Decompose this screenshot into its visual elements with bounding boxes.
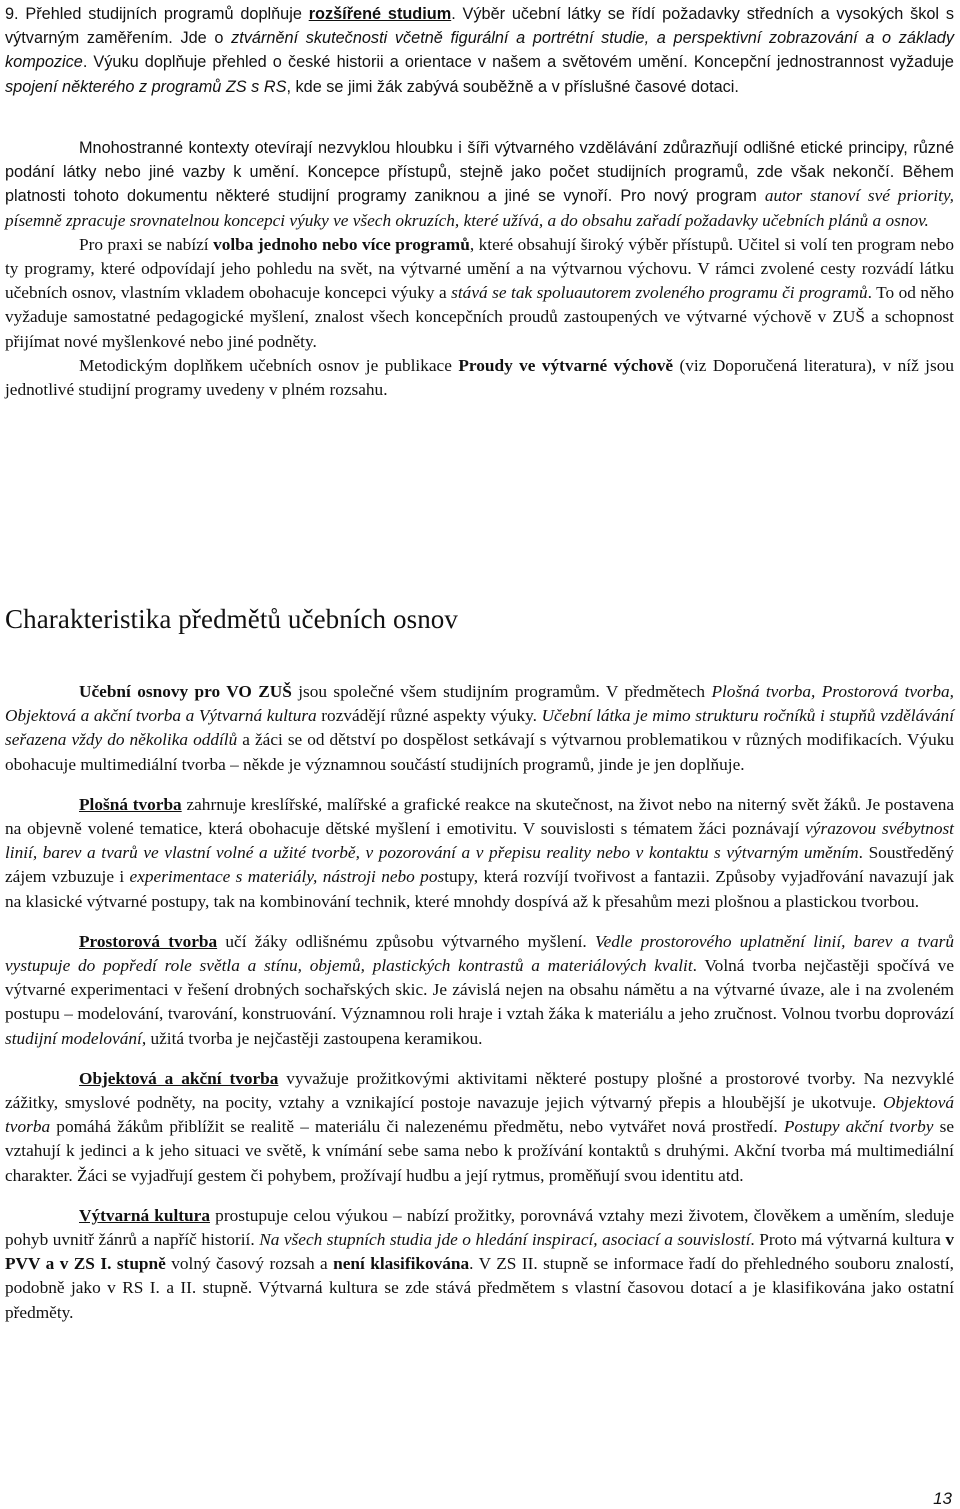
subject-vytvarna-kultura: Výtvarná kultura	[79, 1205, 210, 1225]
subject-objektova-tvorba: Objektová a akční tvorba	[79, 1068, 279, 1088]
publication-title: Proudy ve výtvarné výchově	[458, 355, 674, 375]
page-number: 13	[933, 1489, 952, 1508]
programs-block	[5, 136, 954, 402]
paragraph-objektova-tvorba: Objektová a akční tvorba vyvažuje prožitkovými aktivitami některé postupy plošné a prostorové tvorby. Na nezvyklé zážitky, smyslové podněty, na pocity, vztahy a vznikající postoje navazuje jejich výtvarný přepis a hloubější je ukotvuje. Objektová tvorba pomáhá žákům přiblížit se realitě – materiálu či nalezenému předmětu, nebo vytvářet nová prostředí. Postupy akční tvorby se vztahují k jedinci a k jeho situaci ve světě, k vnímání sebe sama nebo k prožívání kontaktů s druhými. Akční tvorba má multimediální charakter. Žáci se vyjadřují gestem či pohybem, prožívají hudbu a její rytmus, proměňují svou identitu atd.	[5, 1068, 955, 1185]
subjects-block	[5, 680, 954, 1325]
paragraph-prostorova-tvorba: Prostorová tvorba učí žáky odlišnému způsobu výtvarného myšlení. Vedle prostorového uplatnění linií, barev a tvarů vystupuje do popředí role světla a stínu, objemů, plastických kontrastů a materiálových kvalit. Volná tvorba nejčastěji spočívá ve výtvarné experimentaci v řešení drobných sochařských skic. Je závislá nejen na obsahu námětu a na výtvarné úvaze, ale i na zvoleném postupu – modelování, tvarování, konstruování. Významnou roli hraje i vztah žáka k materiálu a jeho zručnost. Volnou tvorbu doprovází studijní modelování, užitá tvorba je nejčastěji zastoupena keramikou.	[5, 931, 954, 1048]
intro-block	[5, 2, 954, 99]
subject-plosna-tvorba: Plošná tvorba	[79, 794, 182, 814]
section-heading: Charakteristika předmětů učebních osnov	[5, 604, 459, 634]
paragraph-ucebni-osnovy: Učební osnovy pro VO ZUŠ jsou společné všem studijním programům. V předmětech Plošná tvorba, Prostorová tvorba, Objektová a akční tvorba a Výtvarná kultura rozvádějí různé aspekty výuky. Učební látka je mimo strukturu ročníků i stupňů vzdělávání seřazena vždy do několika oddílů a žáci se od dětství po dospělost setkávají s výtvarnou problematikou v různých modifikacích. Výuku obohacuje multimediální tvorba – někde je významnou součástí studijních programů, jinde je jen doplňuje.	[5, 682, 955, 774]
paragraph-rozsirene-studium: 9. Přehled studijních programů doplňuje rozšířené studium. Výběr učební látky se řídí požadavky středních a vysokých škol s výtvarným zaměřením. Jde o ztvárnění skutečnosti včetně figurální a portrétní studie, a perspektivní zobrazování a o základy kompozice. Výuku doplňuje přehled o české historii a orientace v našem a světovém umění. Koncepční jednostrannost vyžaduje spojení některého z programů ZS s RS, kde se jimi žák zabývá souběžně a v příslušné časové dotaci.	[5, 5, 954, 96]
paragraph-kontexty: Mnohostranné kontexty otevírají nezvyklou hloubku i šíři výtvarného vzdělávání zdůrazňují odlišné etické principy, různé podání látky nebo jiné vazby k umění. Koncepce přístupů, stejně jako počet studijních programů, zde však nekončí. Během platnosti tohoto dokumentu některé studijní programy zaniknou a jiné se vynoří. Pro nový program autor stanoví své priority, písemně zpracuje srovnatelnou koncepci výuky ve všech okruzích, které užívá, a do obsahu zařadí požadavky učebních plánů a osnov.	[5, 139, 954, 230]
term-rozsirene-studium: rozšířené studium	[308, 5, 452, 23]
paragraph-vytvarna-kultura: Výtvarná kultura prostupuje celou výukou – nabízí prožitky, porovnává vztahy mezi životem, člověkem a uměním, sleduje pohyb uvnitř žánrů a napříč historií. Na všech stupních studia jde o hledání inspirací, asociací a souvislostí. Proto má výtvarná kultura v PVV a v ZS I. stupně volný časový rozsah a není klasifikována. V ZS II. stupně se informace řadí do přehledného souboru znalostí, podobně jako v RS I. a II. stupně. Výtvarná kultura se zde stává předmětem s vlastní časovou dotací a je klasifikována jako ostatní předměty.	[5, 1205, 954, 1322]
paragraph-plosna-tvorba: Plošná tvorba zahrnuje kreslířské, malířské a grafické reakce na skutečnost, na život nebo na niterný svět žáků. Je postavena na objevně volené tematice, která obohacuje dětské myšlení i emotivitu. V souvislosti s tématem žáci poznávají výrazovou svébytnost linií, barev a tvarů ve vlastní volné a užité tvorbě, v pozorování a v přepisu reality nebo v kontaktu s výtvarným uměním. Soustředěný zájem vzbuzuje i experimentace s materiály, nástroji nebo postupy, která rozvíjí tvořivost a fantazii. Způsoby vyjadřování navazují jak na klasické výtvarné postupy, tak na kombinování technik, které mnohdy dospívá až k přesahům mezi plošnou a plastickou tvorbou.	[5, 794, 955, 911]
subject-prostorova-tvorba: Prostorová tvorba	[79, 931, 218, 951]
paragraph-praxe: Pro praxi se nabízí volba jednoho nebo více programů, které obsahují široký výběr přístupů. Učitel si volí ten program nebo ty programy, které odpovídají jeho pohledu na svět, na výtvarné umění a na výtvarnou výchovu. V rámci zvolené cesty rozvádí látku učebních osnov, vlastním vkladem obohacuje koncepci výuky a stává se tak spoluautorem zvoleného programu či programů. To od něho vyžaduje samostatné pedagogické myšlení, znalost všech koncepčních proudů zastoupených ve výtvarné výchově v ZUŠ a schopnost přijímat nové myšlenkové nebo jiné podněty.	[5, 234, 954, 351]
paragraph-metodicky-doplnek: Metodickým doplňkem učebních osnov je publikace Proudy ve výtvarné výchově (viz Doporučená literatura), v níž jsou jednotlivé studijní programy uvedeny v plném rozsahu.	[5, 355, 954, 400]
